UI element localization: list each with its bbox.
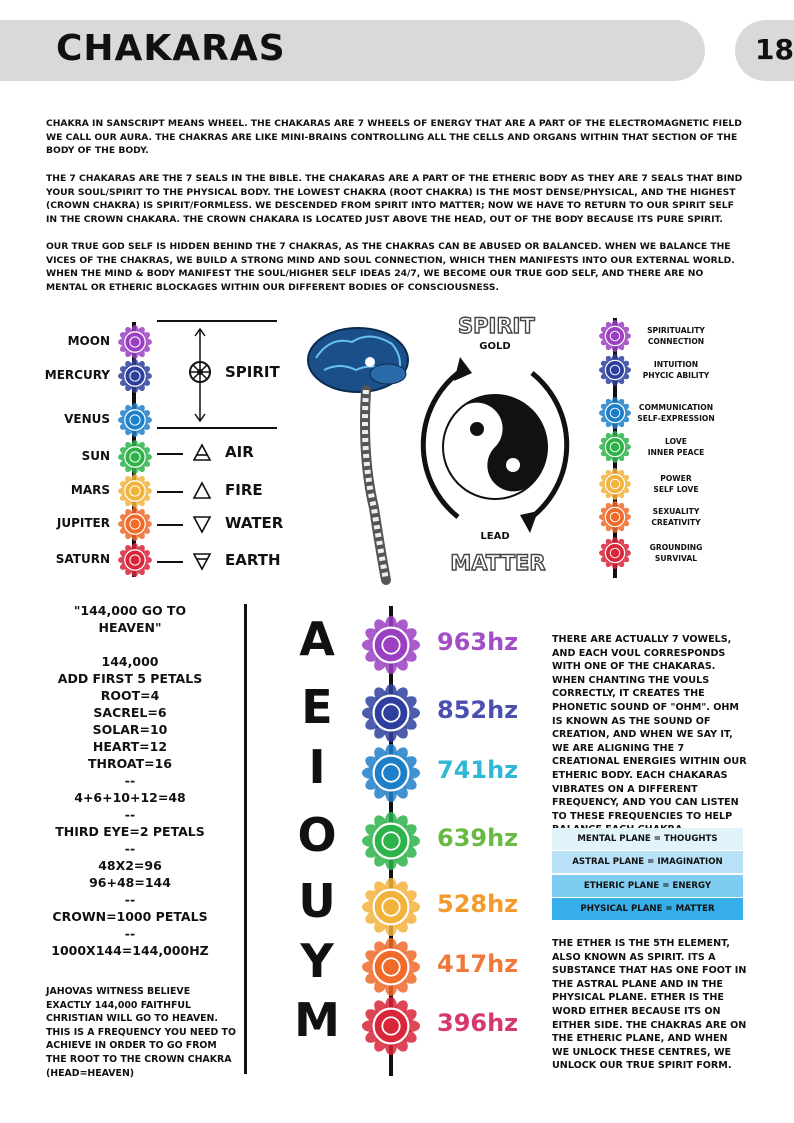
element-line: [157, 561, 183, 563]
frequency-label: 417hz: [437, 950, 519, 978]
jehovah-note: JAHOVAS WITNESS BELIEVE EXACTLY 144,000 FAITHFUL CHRISTIAN WILL GO TO HEAVEN. THIS IS A FREQUENCY YOU NEED TO ACHIEVE IN ORDER TO GO FROM THE ROOT TO THE CROWN CHAKRA (HEAD=HEAVEN): [46, 986, 236, 1079]
frequency-chakra-2: [362, 684, 420, 746]
meaning-line-1: SEXUALITY: [652, 507, 700, 516]
meaning-line-2: CREATIVITY: [651, 518, 701, 527]
calc-line: 144,000: [101, 654, 159, 669]
calc-line: CROWN=1000 PETALS: [52, 909, 208, 924]
calc-line: [40, 636, 220, 653]
calc-line: --: [124, 892, 136, 907]
page-title: CHAKARAS: [56, 28, 286, 69]
meaning-line-1: COMMUNICATION: [638, 403, 714, 412]
frequency-chakra-5: [362, 878, 420, 940]
meaning-line-2: PHYCIC ABILITY: [642, 371, 710, 380]
chakra-icon: [362, 878, 420, 936]
page-number: 18: [755, 33, 794, 66]
frequency-label: 639hz: [437, 824, 519, 852]
meaning-line-2: SELF-EXPRESSION: [637, 414, 715, 423]
meaning-line-2: SURVIVAL: [654, 554, 698, 563]
calc-line: --: [124, 926, 136, 941]
calc-line: SOLAR=10: [92, 722, 168, 737]
chakra-meaning: [626, 436, 726, 458]
petal-calculation: [40, 602, 220, 959]
intro-paragraph-2: THE 7 CHAKARAS ARE THE 7 SEALS IN THE BIBLE. THE CHAKARAS ARE A PART OF THE ETHERIC BODY AS THEY ARE 7 SEALS THAT BIND YOUR SOUL/SPIRIT TO THE PHYSICAL BODY. THE LOWEST CHAKRA (ROOT CHAKRA) IS THE MOST DENSE/PHYSICAL, AND THE HIGHEST (CROWN CHAKRA) IS SPIRIT/FORMLESS. WE DESCENDED FROM SPIRIT INTO MATTER; NOW WE HAVE TO RETURN TO OUR SPIRIT SELF IN THE CROWN CHAKARA. THE CROWN CHAKARA IS LOCATED JUST ABOVE THE HEAD, OUT OF THE BODY BECAUSE ITS PURE SPIRIT.: [46, 173, 743, 225]
chakra-icon: [362, 938, 420, 996]
plane-row: ETHERIC PLANE = ENERGY: [552, 875, 743, 897]
meaning-line-1: LOVE: [665, 437, 687, 446]
meaning-line-2: CONNECTION: [647, 337, 705, 346]
frequency-chakra-1: [362, 616, 420, 678]
meaning-line-2: SELF LOVE: [653, 485, 699, 494]
spirit-matter-cycle: [410, 325, 580, 555]
chakra-icon: [362, 997, 420, 1055]
spirit-bracket-bottom: [157, 427, 277, 429]
element-line: [157, 524, 183, 526]
vowel-letter: M: [294, 993, 340, 1047]
frequency-chakra-6: [362, 938, 420, 1000]
element-label: EARTH: [225, 551, 281, 569]
calc-line: --: [124, 773, 136, 788]
plane-row: ASTRAL PLANE = IMAGINATION: [552, 851, 743, 873]
chakra-meaning: [626, 473, 726, 495]
frequency-label: 741hz: [437, 756, 519, 784]
vowel-letter: U: [298, 874, 336, 928]
dharma-wheel-icon: [188, 360, 212, 384]
frequency-chakra-7: [362, 997, 420, 1059]
vowel-letter: E: [301, 680, 333, 734]
calc-line: 96+48=144: [89, 875, 171, 890]
calc-line: THROAT=16: [87, 756, 172, 771]
calc-line: "144,000 GO TO: [73, 603, 187, 618]
plane-row: MENTAL PLANE = THOUGHTS: [552, 828, 743, 850]
chakra-icon: [118, 507, 152, 541]
chakra-icon: [118, 359, 152, 393]
brain-spine-illustration: [300, 318, 420, 588]
chakra-icon: [362, 812, 420, 870]
water-symbol-icon: [192, 514, 212, 534]
left-chakra-6: [118, 507, 152, 545]
frequency-chakra-4: [362, 812, 420, 874]
planet-label: MOON: [67, 334, 110, 348]
matter-heading: MATTER: [450, 551, 546, 575]
chakra-icon: [362, 616, 420, 674]
calc-line: HEART=12: [92, 739, 168, 754]
chakra-icon: [362, 744, 420, 802]
left-chakra-4: [118, 440, 152, 478]
air-symbol-icon: [192, 443, 212, 463]
earth-symbol-icon: [192, 551, 212, 571]
vowel-text: THERE ARE ACTUALLY 7 VOWELS, AND EACH VOUL CORRESPONDS WITH ONE OF THE CHAKARAS. WHEN CHANTING THE VOULS CORRECTLY, IT CREATES THE PHONETIC SOUND OF "OHM". OHM IS KNOWN AS THE SOUND OF CREATION, AND WHEN WE SAY IT, WE ARE ALIGNING THE 7 CREATIONAL ENERGIES WITHIN OUR ETHERIC BODY. EACH CHAKARAS VIBRATES ON A DIFFERENT FREQUENCY, AND YOU CAN LISTEN TO THESE FREQUENCIES TO HELP: [552, 634, 747, 822]
frequency-chakra-3: [362, 744, 420, 806]
vowel-letter: O: [297, 808, 337, 862]
left-chakra-1: [118, 325, 152, 363]
vowel-letter: Y: [300, 934, 334, 988]
vertical-divider: [244, 604, 247, 1074]
ether-text: THE ETHER IS THE 5TH ELEMENT, ALSO KNOWN AS SPIRIT. ITS A SUBSTANCE THAT HAS ONE FOOT IN THE ASTRAL PLANE AND IN THE PHYSICAL PLANE. ETHER IS THE WORD EITHER BECAUSE ITS ON EITHER SIDE. THE CHAKRAS ARE ON THE ETHERIC PLANE, AND WHEN WE UNLOCK THESE CENTRES, WE UNLOCK OUR TRUE SPIRIT FORM.: [552, 938, 747, 1072]
meaning-line-1: SPIRITUALITY: [647, 326, 705, 335]
calc-line: 1000X144=144,000HZ: [51, 943, 209, 958]
spirit-bracket-top: [157, 320, 277, 322]
vowel-letter: I: [308, 740, 326, 794]
element-label: WATER: [225, 514, 284, 532]
lead-label: LEAD: [480, 531, 510, 542]
planet-label: MERCURY: [44, 368, 110, 382]
element-label: FIRE: [225, 481, 263, 499]
meaning-line-1: INTUITION: [653, 360, 699, 369]
element-label: AIR: [225, 443, 254, 461]
chakra-meaning: [626, 359, 726, 381]
intro-paragraph-3: OUR TRUE GOD SELF IS HIDDEN BEHIND THE 7 CHAKRAS, AS THE CHAKRAS CAN BE ABUSED OR BALANCED. WHEN WE BALANCE THE VICES OF THE CHAKRAS, WE BUILD A STRONG MIND AND SOUL CONNECTION, WHICH THEN MANIFESTS INTO OUR EXTERNAL WORLD. WHEN THE MIND & BODY MANIFEST THE SOUL/HIGHER SELF IDEAS 24/7, WE BECOME OUR TRUE GOD SELF, AND THERE ARE NO MENTAL OR ETHERIC BLOCKAGES WITHIN OUR DIFFERENT BODIES OF CONSCIOUSNESS.: [46, 241, 735, 293]
meaning-line-1: GROUNDING: [649, 543, 703, 552]
chakra-icon: [118, 403, 152, 437]
calc-line: --: [124, 807, 136, 822]
chakra-icon: [118, 474, 152, 508]
frequency-label: 852hz: [437, 696, 519, 724]
left-chakra-7: [118, 543, 152, 581]
calc-line: --: [124, 841, 136, 856]
vowel-letter: A: [299, 612, 335, 666]
left-chakra-2: [118, 359, 152, 397]
chakra-icon: [118, 325, 152, 359]
calc-line: ADD FIRST 5 PETALS: [57, 671, 203, 686]
frequency-label: 963hz: [437, 628, 519, 656]
element-line: [157, 453, 183, 455]
calc-line: HEAVEN": [98, 620, 162, 635]
frequency-label: 396hz: [437, 1009, 519, 1037]
calc-line: ROOT=4: [100, 688, 160, 703]
calc-line: 4+6+10+12=48: [74, 790, 186, 805]
gold-label: GOLD: [479, 341, 511, 352]
calc-line: 48X2=96: [98, 858, 162, 873]
chakra-meaning: [626, 542, 726, 564]
left-chakra-3: [118, 403, 152, 441]
spirit-label: SPIRIT: [225, 363, 280, 381]
plane-row: PHYSICAL PLANE = MATTER: [552, 898, 743, 920]
chakra-icon: [362, 684, 420, 742]
fire-symbol-icon: [192, 481, 212, 501]
chakra-meaning: [626, 325, 726, 347]
spirit-heading: SPIRIT: [458, 314, 535, 338]
planet-label: VENUS: [64, 412, 110, 426]
chakra-icon: [118, 543, 152, 577]
intro-paragraph-1: CHAKRA IN SANSCRIPT MEANS WHEEL. THE CHAKARAS ARE 7 WHEELS OF ENERGY THAT ARE A PART OF THE ELECTROMAGNETIC FIELD WE CALL OUR AURA. THE CHAKRAS ARE LIKE MINI-BRAINS CONTROLLING ALL THE CELLS AND ORGANS WITHIN THAT SECTION OF THE BODY OF THE BODY.: [46, 118, 742, 156]
planet-label: JUPITER: [56, 516, 110, 530]
planet-label: MARS: [70, 483, 110, 497]
frequency-label: 528hz: [437, 890, 519, 918]
chakra-icon: [118, 440, 152, 474]
meaning-line-1: POWER: [660, 474, 692, 483]
calc-line: THIRD EYE=2 PETALS: [55, 824, 205, 839]
planet-label: SATURN: [55, 552, 110, 566]
calc-line: SACREL=6: [93, 705, 167, 720]
element-line: [157, 491, 183, 493]
meaning-line-2: INNER PEACE: [647, 448, 705, 457]
chakra-meaning: [626, 402, 726, 424]
chakra-meaning: [626, 506, 726, 528]
planet-label: SUN: [81, 449, 110, 463]
